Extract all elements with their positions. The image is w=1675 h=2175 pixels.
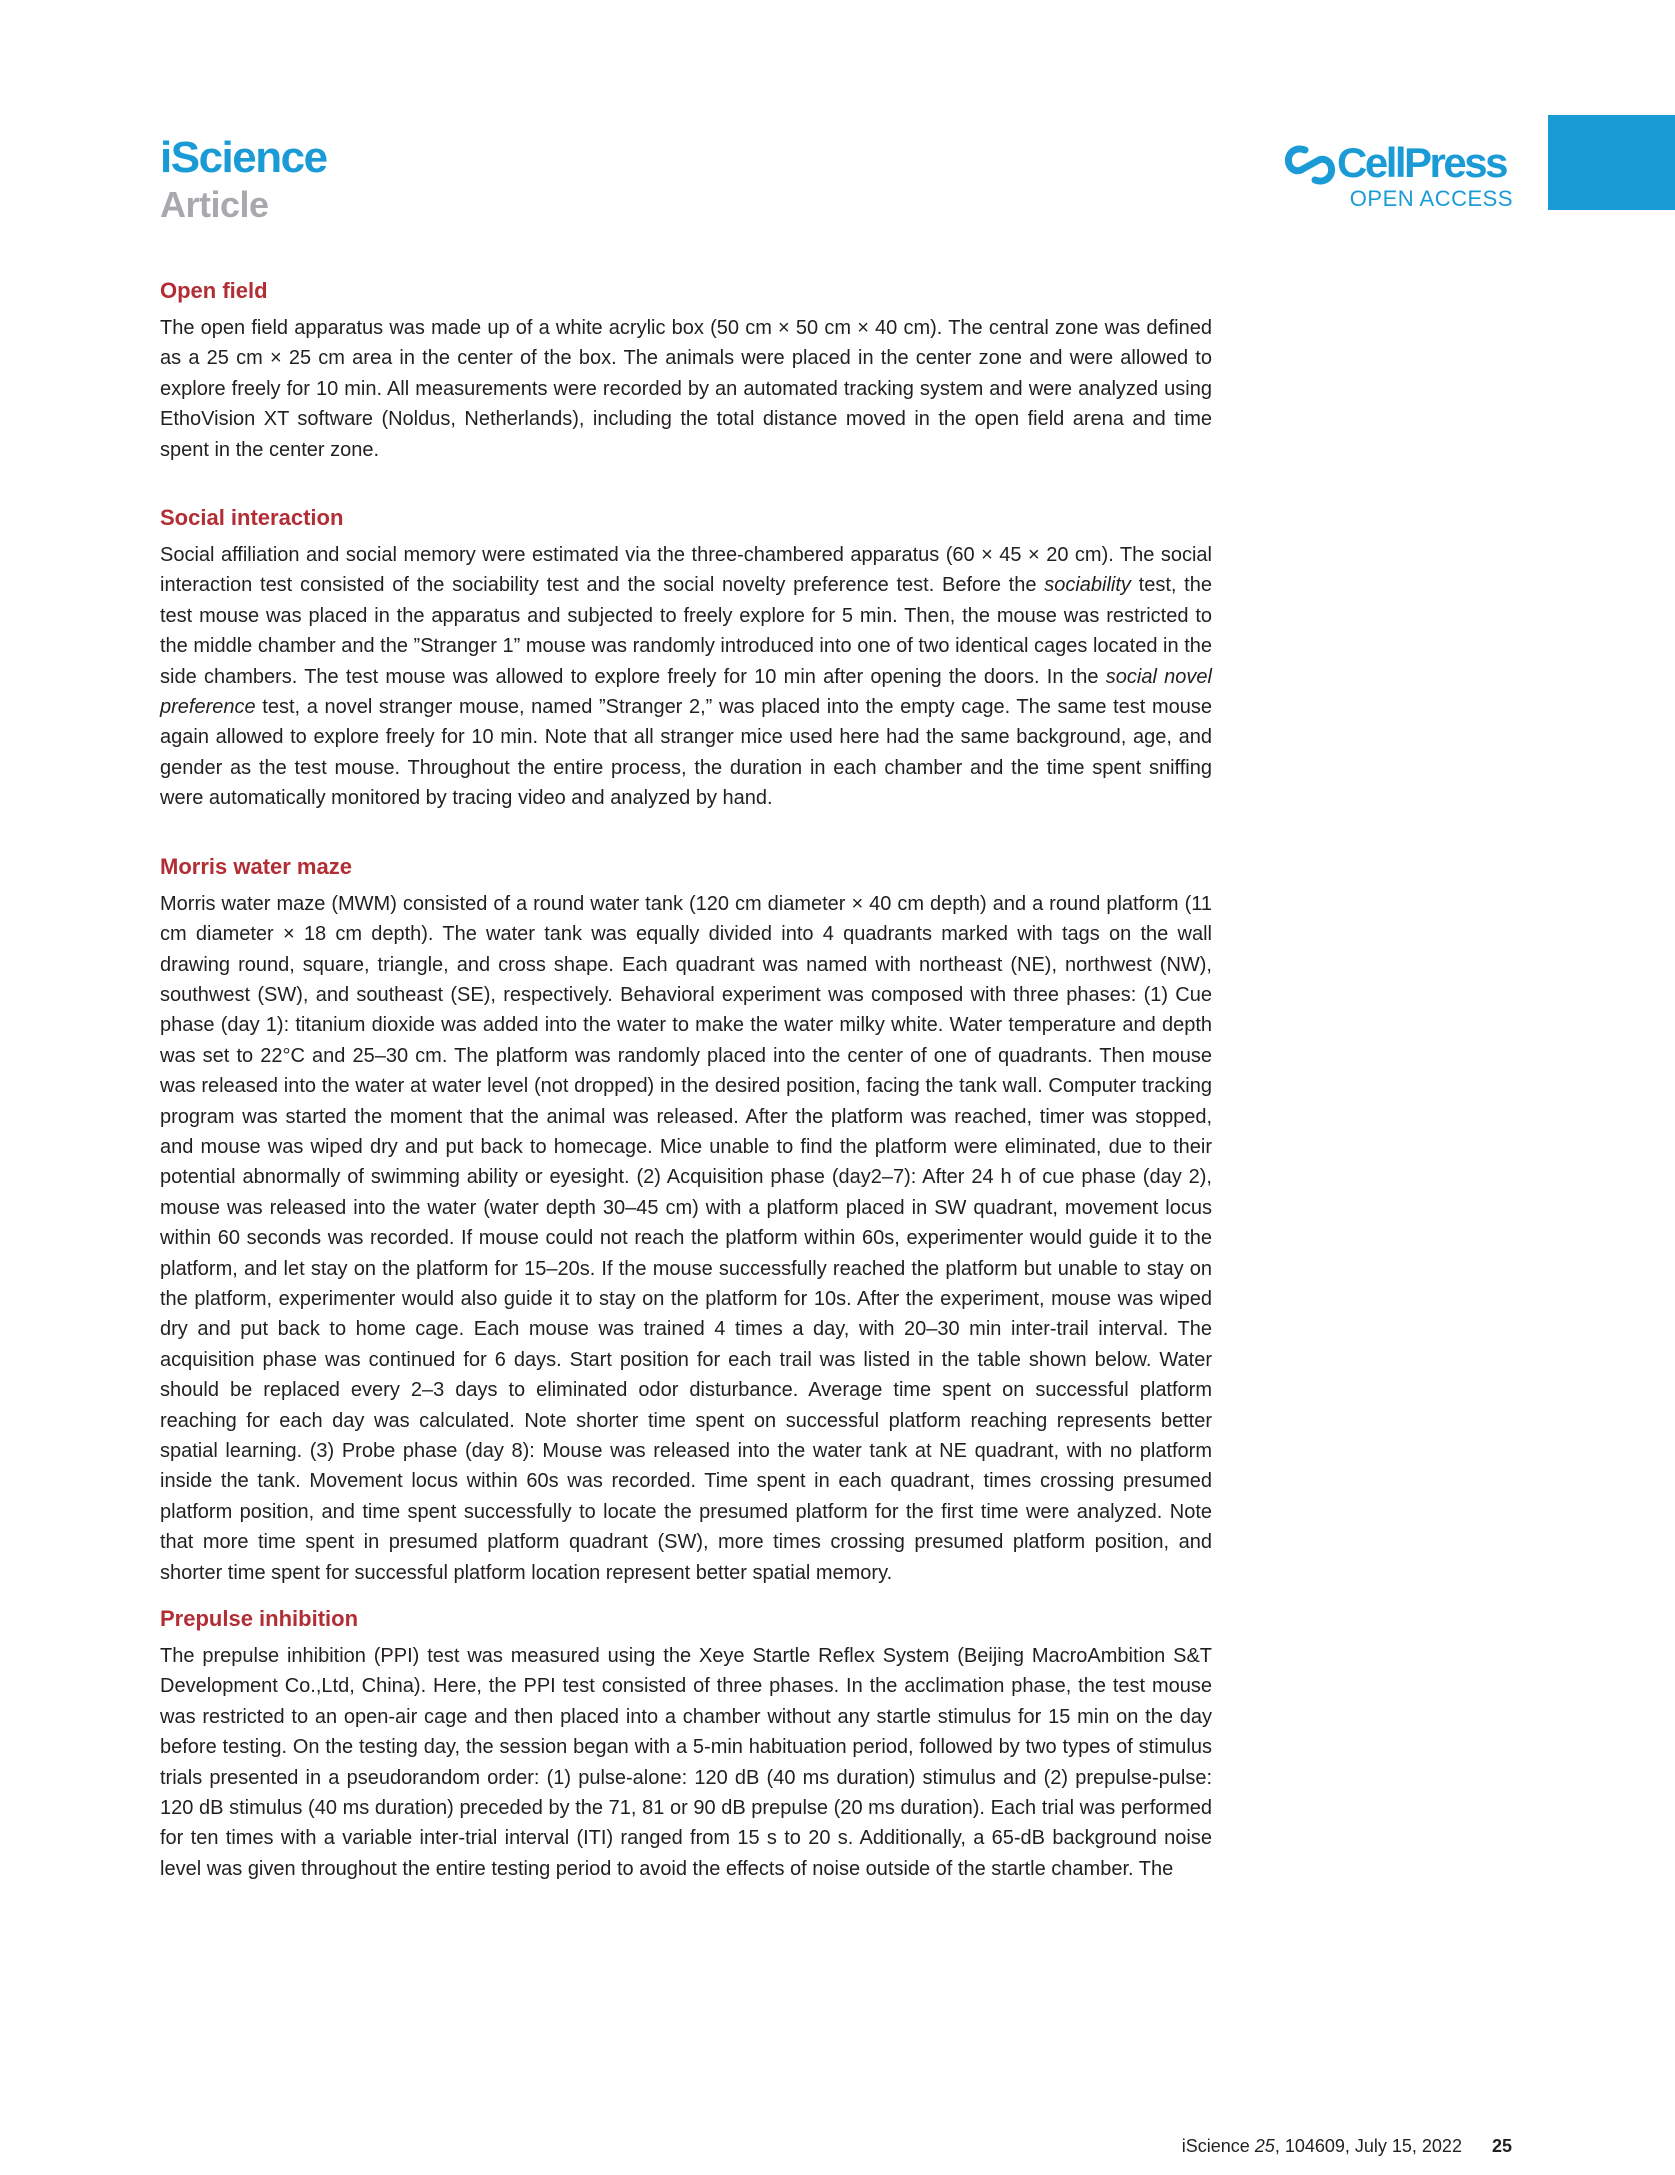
article-type: Article <box>160 184 269 225</box>
section-paragraph <box>160 540 1212 814</box>
cellpress-logo-text: CellPress <box>1337 139 1506 186</box>
footer-volume: 25 <box>1254 2136 1275 2156</box>
italic-term: sociability <box>1044 574 1131 597</box>
journal-title: iScience <box>160 133 327 182</box>
section-morris-water-maze <box>160 852 1212 1588</box>
section-heading: Open field <box>160 278 268 303</box>
section-paragraph: Morris water maze (MWM) consisted of a round water tank (120 cm diameter × 40 cm depth) and a round platform (11 cm diameter × 18 cm depth). The water tank was equally divided into 4 quadrants marked with tags on the wall drawing round, square, triangle, and cross shape. Each quadrant was named with northeast (NE), northwest (NW), southwest (SW), and southeast (SE), respectively. Behavioral experiment was composed with three phases: (1) Cue phase (day 1): titanium dioxide was added into the water to make the water milky white. Water temperature and depth was set to 22°C and 25–30 cm. The platform was randomly placed into the center of one of quadrants. Then mouse was released into the water at water level (not dropped) in the desired position, facing the tank wall. Computer tracking program was started the moment that the animal was released. After the platform was reached, timer was stopped, and mouse was wiped dry and put back to homecage. Mice unable to find the platform were eliminated, due to their potential abnormally of swimming ability or eyesight. (2) Acquisition phase (day2–7): After 24 h of cue phase (day 2), mouse was released into the water (water depth 30–45 cm) with a platform placed in SW quadrant, movement locus within 60 seconds was recorded. If mouse could not reach the platform within 60s, experimenter would guide it to the platform, and let stay on the platform for 15–20s. If the mouse successfully reached the platform but unable to stay on the platform, experimenter would also guide it to stay on the platform for 10s. After the experiment, mouse was wiped dry and put back to home cage. Each mouse was trained 4 times a day, with 20–30 min inter-trail interval. The acquisition phase was continued for 6 days. Start position for each trail was listed in the table shown below. Water should be replaced every 2–3 days to eliminated odor disturbance. Average time spent on successful platform reaching for each day was calculated. Note shorter time spent on successful platform reaching represents better spatial learning. (3) Probe phase (day 8): Mouse was released into the water tank at NE quadrant, with no platform inside the tank. Movement locus within 60s was recorded. Time spent in each quadrant, times crossing presumed platform position, and time spent successfully to locate the presumed platform for the first time were analyzed. Note that more time spent in presumed platform quadrant (SW), more times crossing presumed platform position, and shorter time spent for successful platform location represent better spatial memory. <box>160 892 1212 1584</box>
section-social-interaction <box>160 503 1212 814</box>
footer-journal: iScience <box>1181 2136 1255 2156</box>
corner-color-block <box>1548 115 1675 210</box>
section-heading: Morris water maze <box>160 853 352 879</box>
section-heading: Social interaction <box>160 505 344 531</box>
text-run: test, the test mouse was placed in the apparatus and subjected to freely explore for 5 min. Then, the mouse was restricted to the middle chamber and the ”Stranger 1” mouse was randomly introduced into one of two identical cages located in the side chambers. The test mouse was allowed to explore freely for 10 min after opening the doors. In the <box>160 574 1212 688</box>
page-number: 25 <box>1491 2136 1512 2156</box>
open-access-label: OPEN ACCESS <box>1349 186 1513 211</box>
section-paragraph: The open field apparatus was made up of a white acrylic box (50 cm × 50 cm × 40 cm). The central zone was defined as a 25 cm × 25 cm area in the center of the box. The animals were placed in the center zone and were allowed to explore freely for 10 min. All measurements were recorded by an automated tracking system and were analyzed using EthoVision XT software (Noldus, Netherlands), including the total distance moved in the open field arena and time spent in the center zone. <box>160 317 1212 461</box>
section-heading: Prepulse inhibition <box>160 1606 359 1632</box>
section-prepulse-inhibition <box>160 1604 1212 1884</box>
section-paragraph: The prepulse inhibition (PPI) test was measured using the Xeye Startle Reflex System (Beijing MacroAmbition S&T Development Co.,Ltd, China). Here, the PPI test consisted of three phases. In the acclimation phase, the test mouse was restricted to an open-air cage and then placed into a chamber without any startle stimulus for 15 min on the day before testing. On the testing day, the session began with a 5-min habituation period, followed by two types of stimulus trials presented in a pseudorandom order: (1) pulse-alone: 120 dB (40 ms duration) stimulus and (2) prepulse-pulse: 120 dB stimulus (40 ms duration) preceded by the 71, 81 or 90 dB prepulse (20 ms duration). Each trial was performed for ten times with a variable inter-trial interval (ITI) ranged from 15 s to 20 s. Additionally, a 65-dB background noise level was given throughout the entire testing period to avoid the effects of noise outside of the startle chamber. The <box>160 1645 1212 1880</box>
article-body <box>160 276 1212 1922</box>
cellpress-logo <box>1285 139 1515 214</box>
section-open-field <box>160 276 1212 465</box>
text-run: Social affiliation and social memory were estimated via the three-chambered apparatus (60 × 45 × 20 cm). The social interaction test consisted of the sociability test and the social novelty preference test. Before the <box>160 544 1212 597</box>
italic-term: social novel preference <box>160 665 1212 719</box>
cellpress-logo-icon <box>1285 144 1337 188</box>
text-run: test, a novel stranger mouse, named ”Stranger 2,” was placed into the empty cage. The same test mouse again allowed to explore freely for 10 min. Note that all stranger mice used here had the same background, age, and gender as the test mouse. Throughout the entire process, the duration in each chamber and the time spent sniffing were automatically monitored by tracing video and analyzed by hand. <box>160 696 1212 810</box>
page-footer <box>1100 2136 1512 2157</box>
footer-citation: , 104609, July 15, 2022 <box>1274 2136 1462 2156</box>
